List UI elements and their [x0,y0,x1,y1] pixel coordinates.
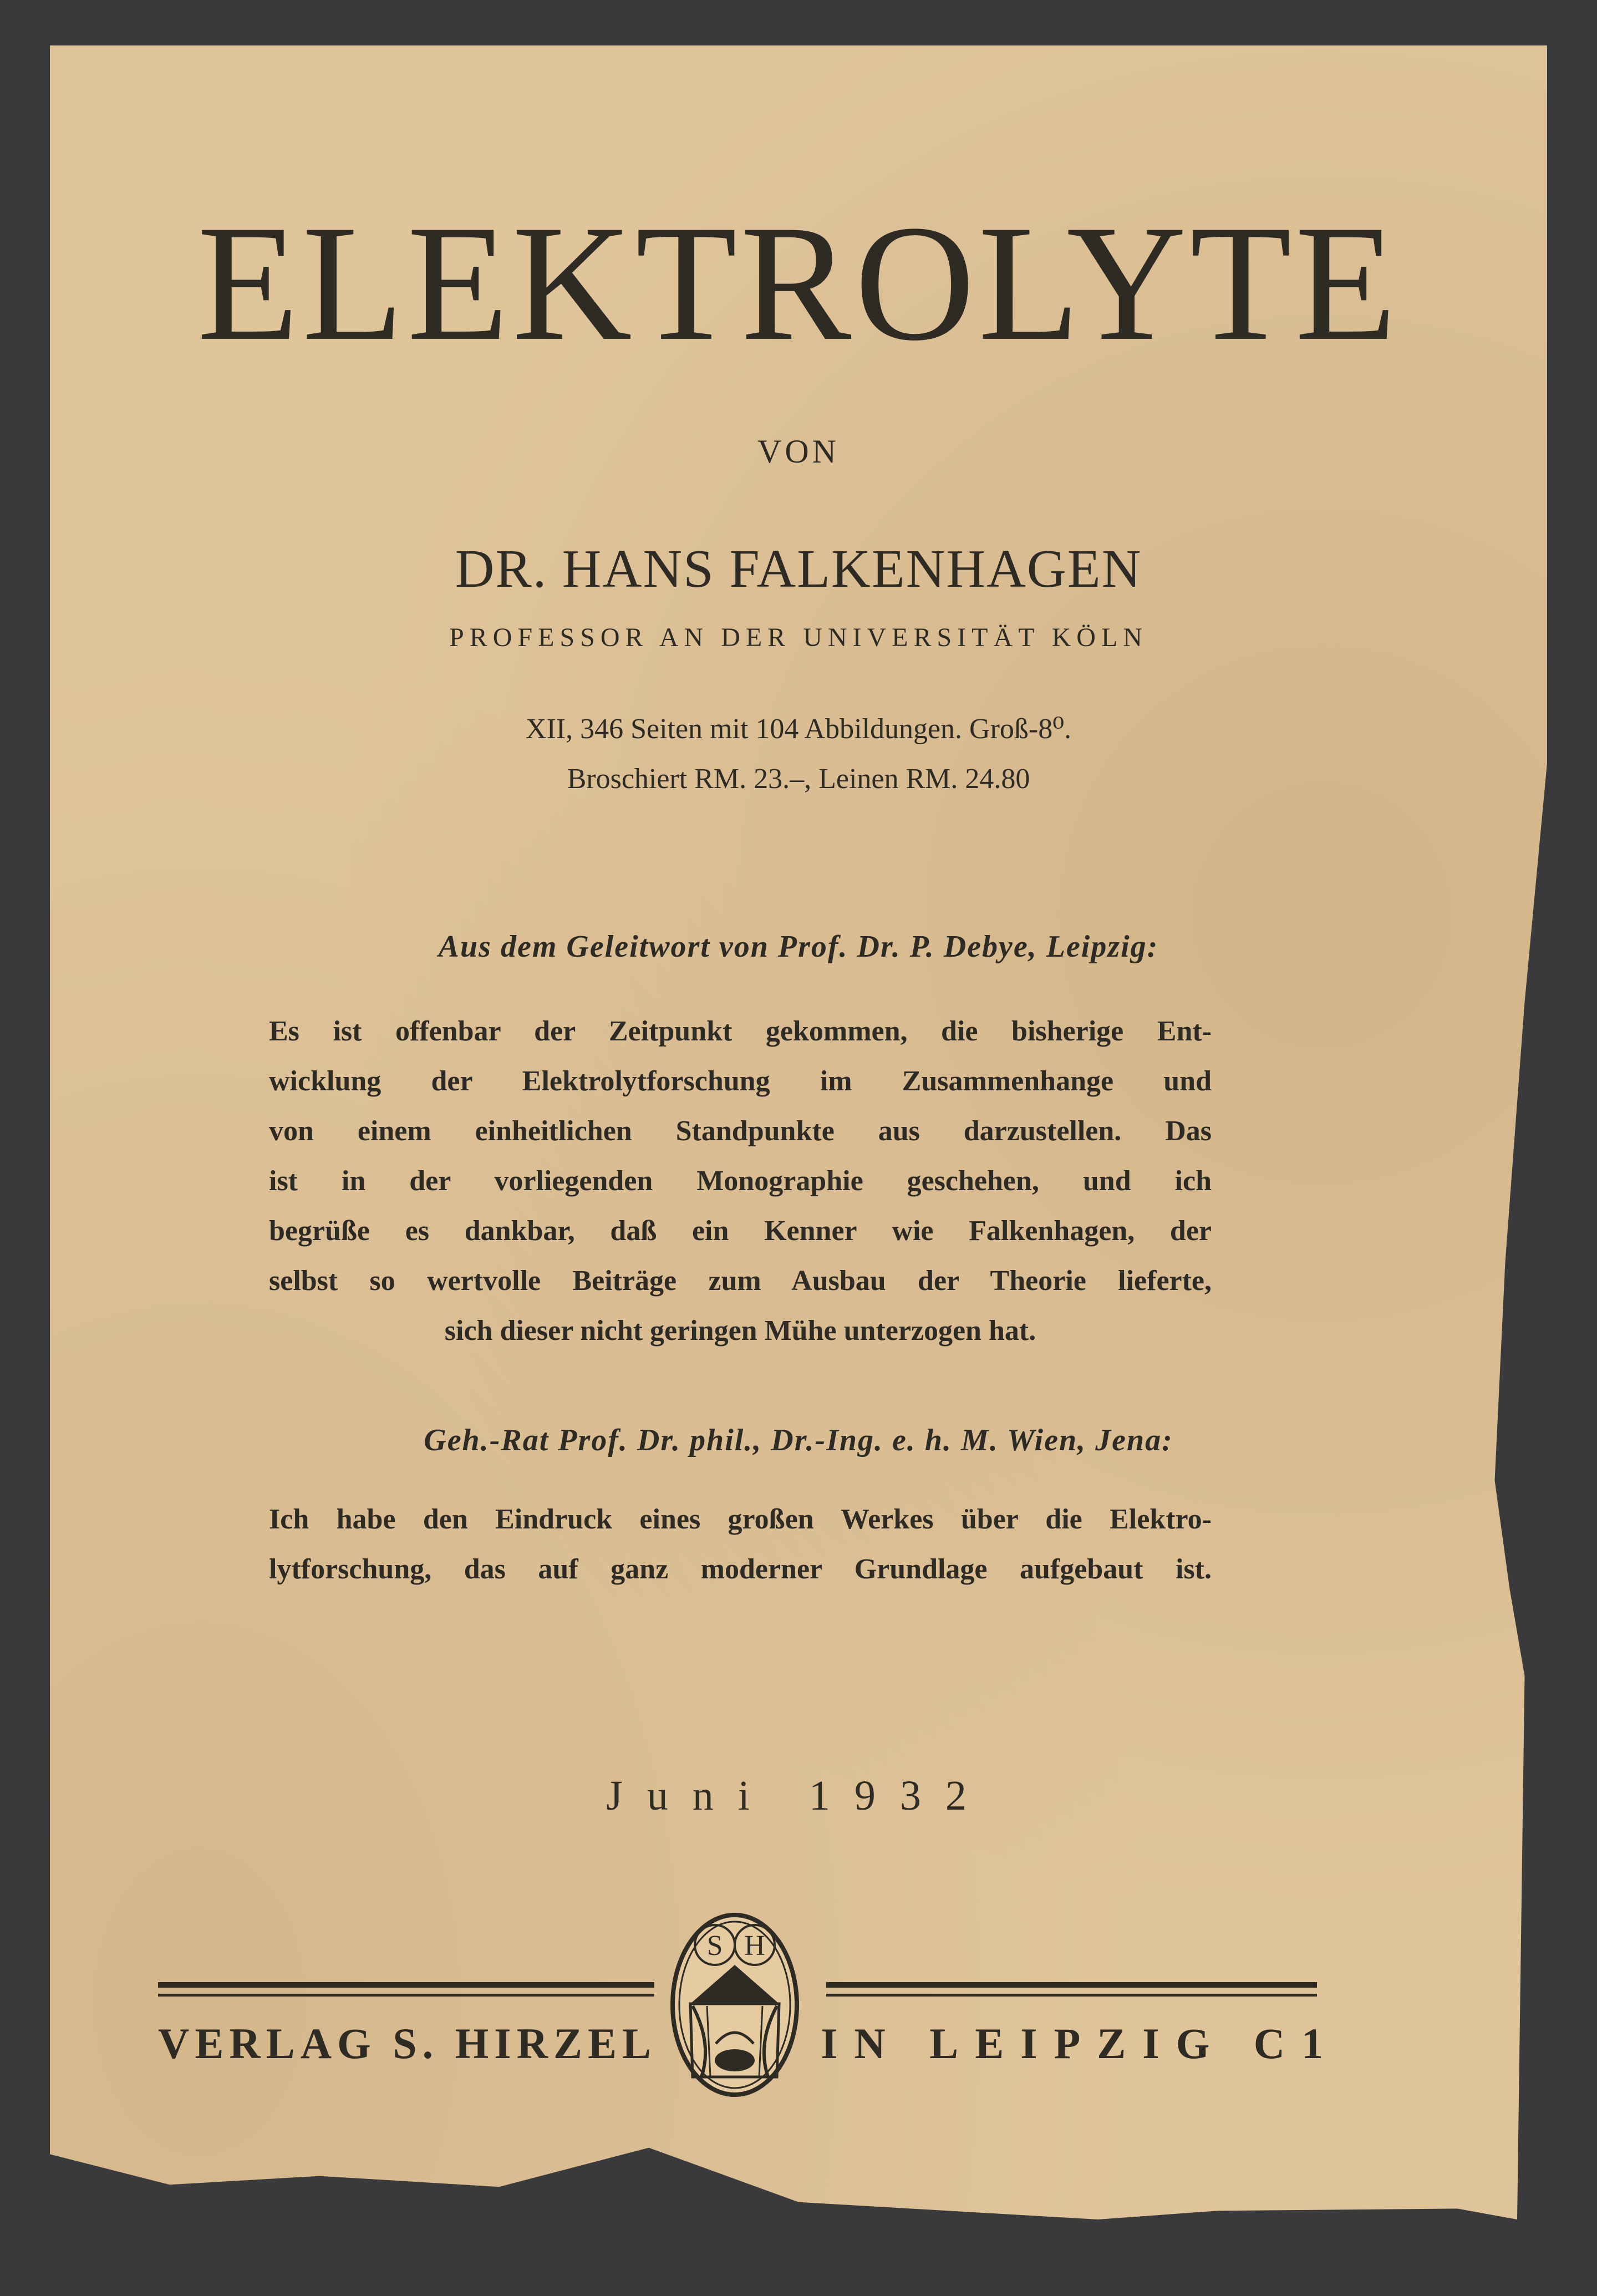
by-line: VON [757,433,840,470]
publisher-city: IN LEIPZIG C1 [821,2019,1340,2068]
quote-line: lytforschung, das auf ganz moderner Grundlage aufgebaut ist. [269,1553,1212,1585]
quote-text-debye [269,1007,1212,1356]
publisher-emblem-icon [668,1911,801,2099]
quote-line: wicklung der Elektrolytforschung im Zusammenhange und [269,1065,1212,1097]
emblem-letter-h: H [744,1930,765,1962]
quote-heading-wien: Geh.-Rat Prof. Dr. phil., Dr.-Ing. e. h. M. Wien, Jena: [424,1423,1173,1457]
rule-left-thin [158,1994,654,1997]
rule-left-thick [158,1982,654,1988]
quote-line: von einem einheitlichen Standpunkte aus darzustellen. Das [269,1115,1212,1147]
author-affiliation: PROFESSOR AN DER UNIVERSITÄT KÖLN [449,623,1148,652]
quote-line: begrüße es dankbar, daß ein Kenner wie Falkenhagen, der [269,1215,1212,1247]
quote-line: Es ist offenbar der Zeitpunkt gekommen, die bisherige Ent- [269,1015,1212,1047]
quote-line: selbst so wertvolle Beiträge zum Ausbau der Theorie lieferte, [269,1265,1212,1297]
rule-right-thin [826,1994,1317,1997]
quote-line: Ich habe den Eindruck eines großen Werkes über die Elektro- [269,1503,1212,1535]
quote-line: ist in der vorliegenden Monographie geschehen, und ich [269,1165,1212,1197]
author-name: DR. HANS FALKENHAGEN [455,539,1142,599]
publication-date: Juni 1932 [606,1772,991,1819]
description-line: Broschiert RM. 23.–, Leinen RM. 24.80 [567,763,1030,795]
quote-heading-debye: Aus dem Geleitwort von Prof. Dr. P. Debye, Leipzig: [438,929,1159,964]
quote-text-wien [269,1495,1212,1594]
publisher-name: VERLAG S. HIRZEL [158,2019,657,2068]
description-line: XII, 346 Seiten mit 104 Abbildungen. Groß-8⁰. [525,713,1072,745]
emblem-letter-s: S [706,1930,723,1962]
quote-line: sich dieser nicht geringen Mühe unterzogen hat. [444,1315,1036,1347]
book-description [0,704,1597,804]
book-title: ELEKTROLYTE [197,191,1400,375]
rule-right-thick [826,1982,1317,1988]
